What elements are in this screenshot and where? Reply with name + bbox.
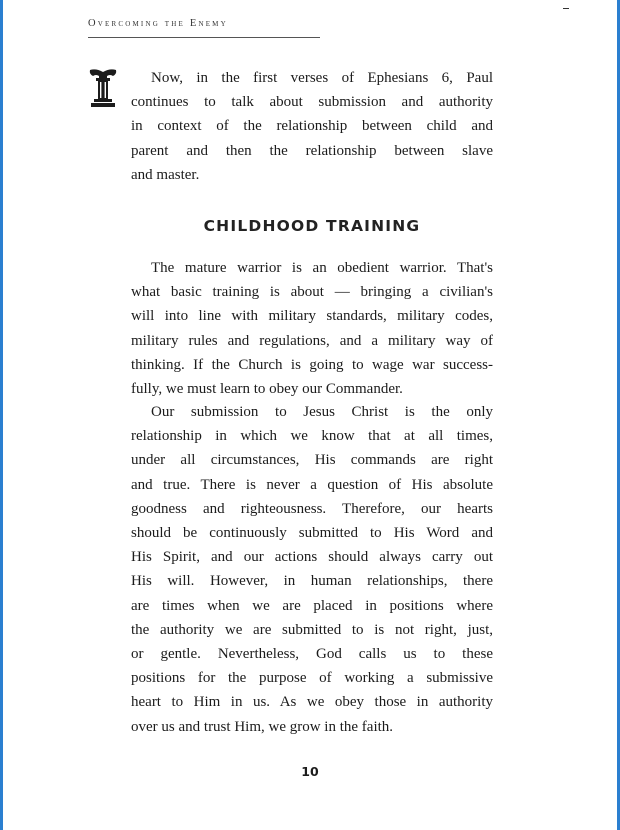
text-line: His Spirit, and our actions should always carry out [131, 549, 493, 566]
text-line: over us and trust Him, we grow in the faith. [131, 718, 394, 735]
body-paragraph-1 [131, 256, 493, 401]
section-heading: CHILDHOOD TRAINING [203, 217, 421, 235]
text-line: should be continuously submitted to His Word and [131, 525, 493, 542]
running-head: Overcoming the Enemy [88, 18, 228, 29]
text-line: His will. However, in human relationships, there [131, 573, 493, 590]
corner-mark [563, 8, 569, 9]
text-line: are times when we are placed in positions where [131, 597, 493, 614]
text-line: military rules and regulations, and a military way of [131, 332, 493, 349]
page-number: 10 [301, 764, 319, 779]
text-line: in context of the relationship between child and [131, 118, 493, 135]
text-line: relationship in which we know that at all times, [131, 428, 493, 445]
text-line: under all circumstances, His commands are right [131, 452, 493, 469]
text-line: thinking. If the Church is going to wage war success- [131, 356, 493, 373]
text-line: The mature warrior is an obedient warrior. That's [151, 260, 493, 276]
text-line: the authority we are submitted to is not right, just, [131, 621, 493, 638]
text-line: heart to Him in us. As we obey those in authority [131, 694, 493, 711]
text-line: continues to talk about submission and authority [131, 94, 493, 111]
intro-paragraph [131, 66, 493, 187]
text-line: goodness and righteousness. Therefore, our hearts [131, 500, 493, 517]
text-line: parent and then the relationship between slave [131, 142, 493, 159]
text-line: what basic training is about — bringing a civilian's [131, 284, 493, 301]
text-line: Now, in the first verses of Ephesians 6, Paul [151, 70, 493, 86]
text-line: positions for the purpose of working a submissive [131, 670, 493, 687]
pillar-ornament-icon [88, 68, 118, 108]
text-line: or gentle. Nevertheless, God calls us to these [131, 646, 493, 663]
text-line: Our submission to Jesus Christ is the only [151, 404, 493, 420]
header-rule [88, 37, 320, 38]
body-paragraph-2 [131, 400, 493, 739]
text-line: and master. [131, 166, 200, 183]
text-line: will into line with military standards, military codes, [131, 308, 493, 325]
text-line: and true. There is never a question of His absolute [131, 476, 493, 493]
text-line: fully, we must learn to obey our Commander. [131, 381, 403, 398]
